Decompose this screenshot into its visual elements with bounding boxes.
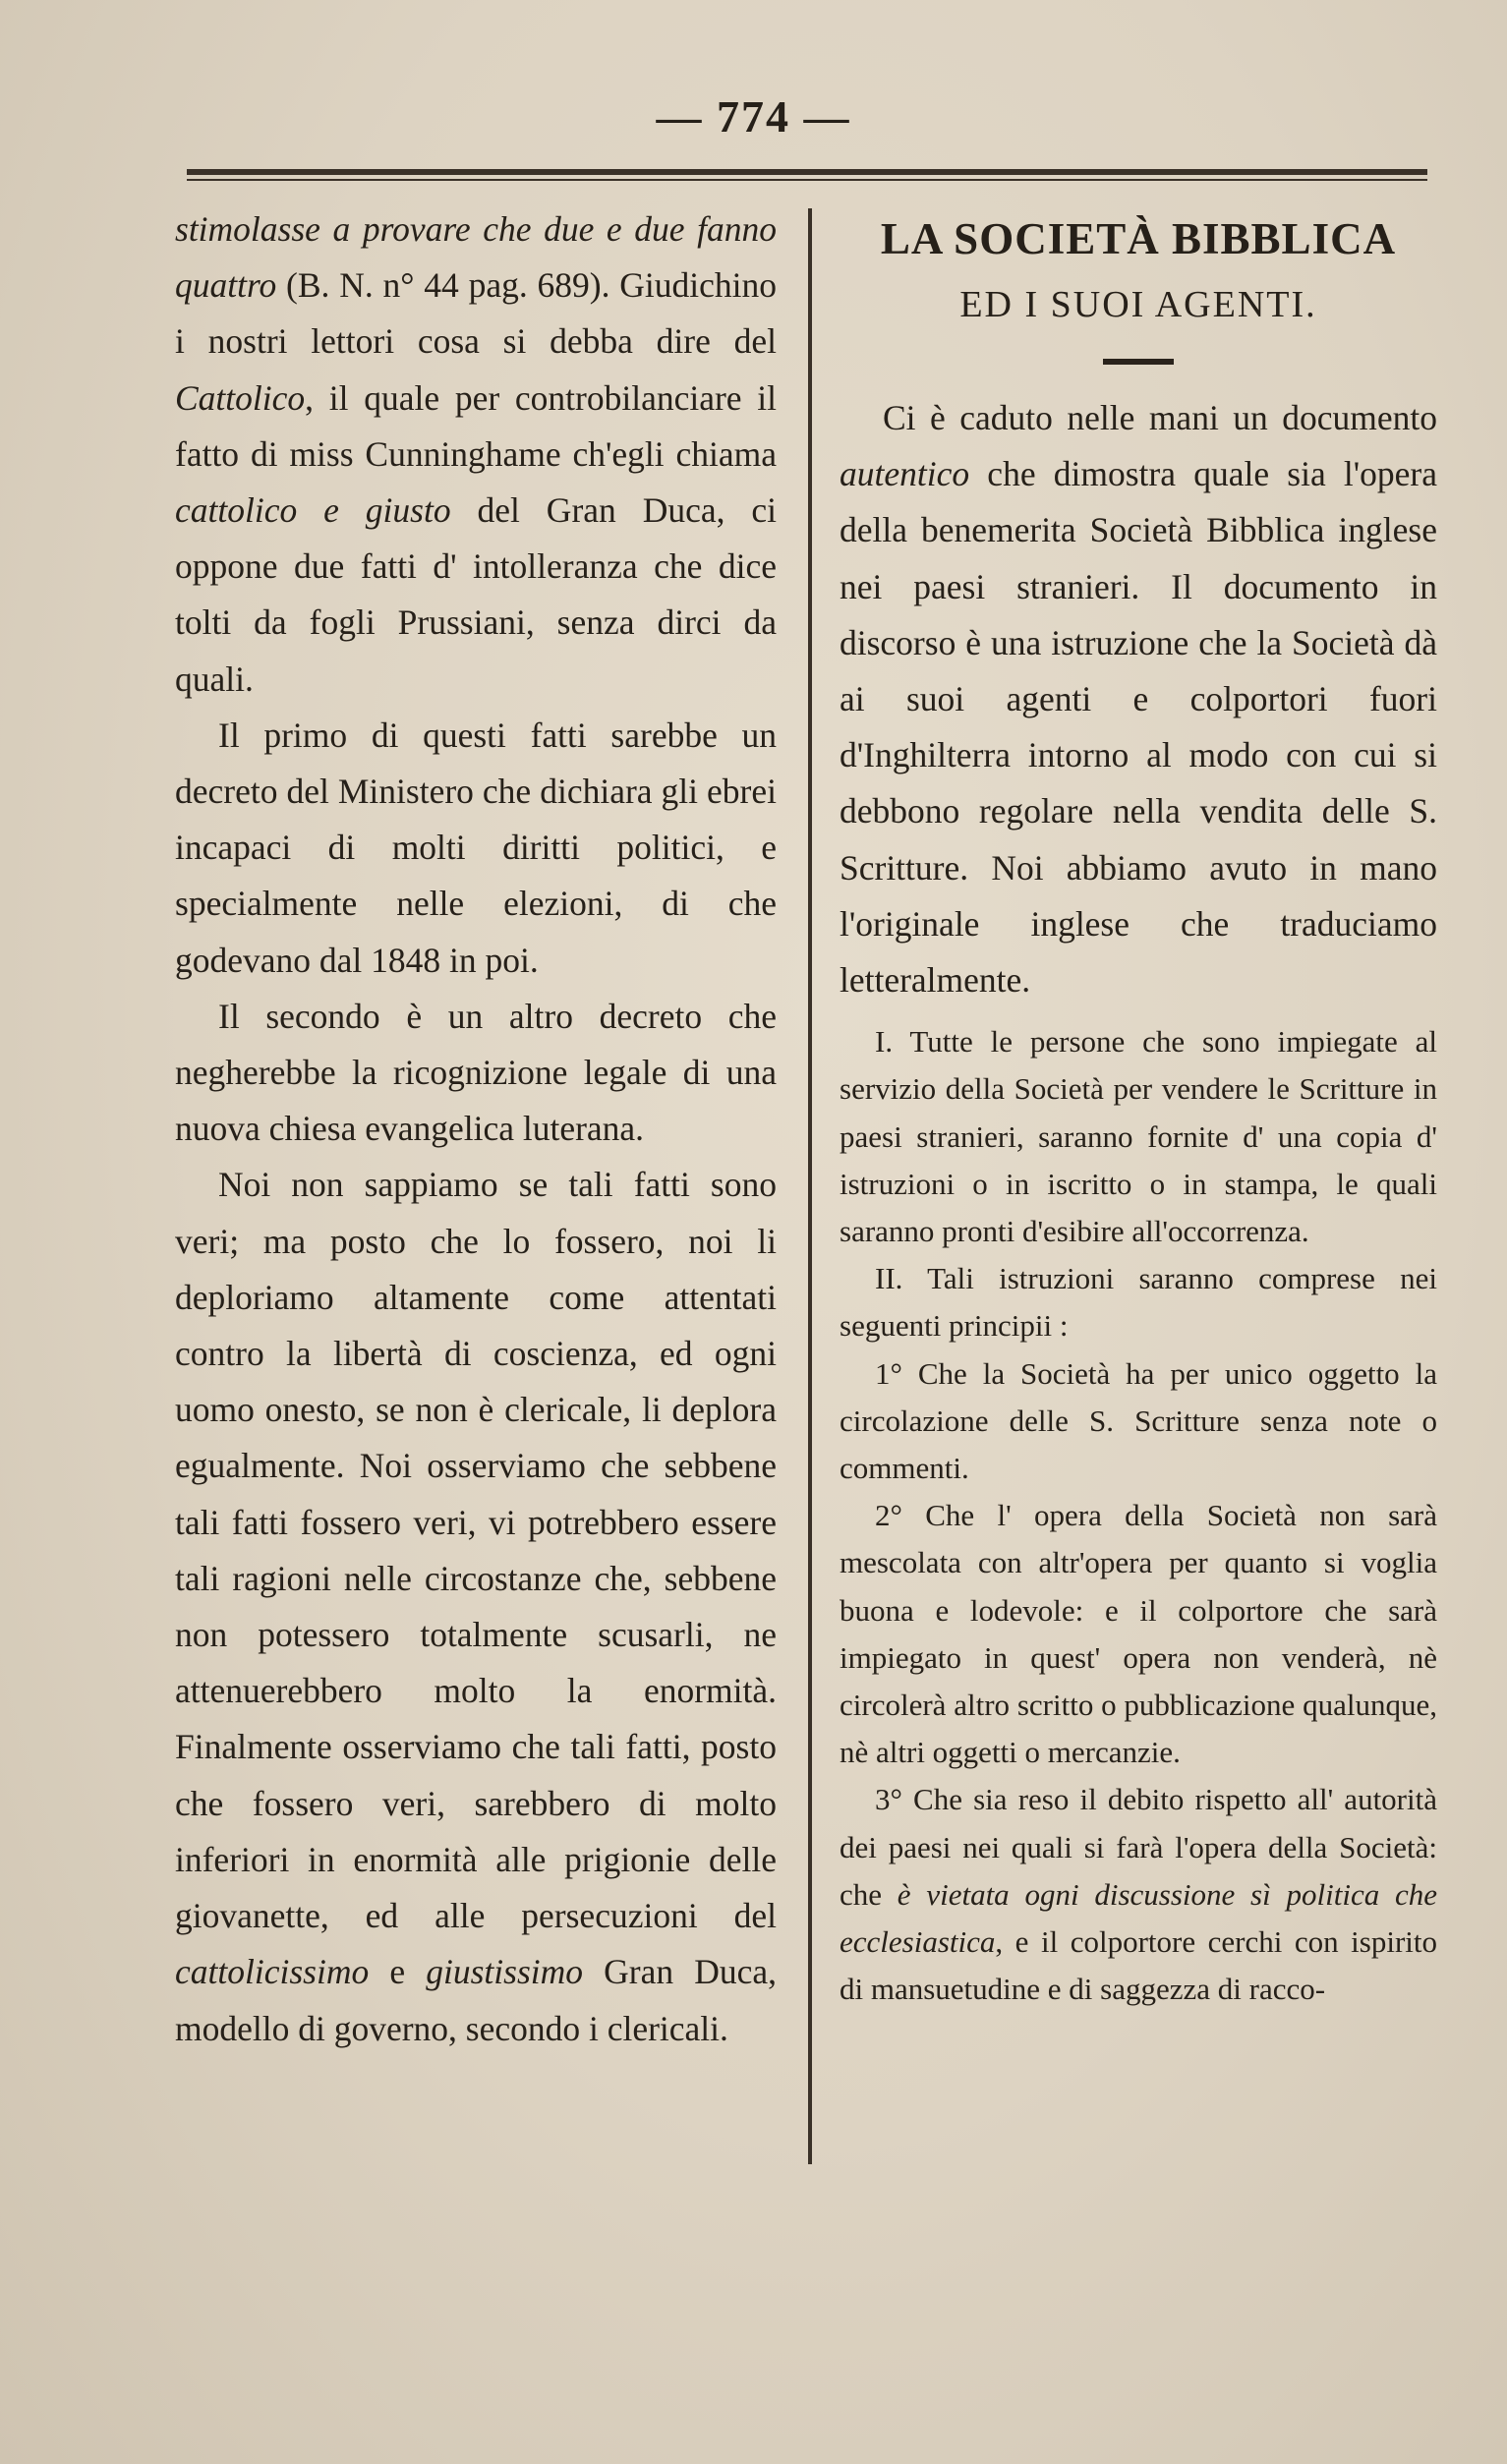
page-number: — 774 — <box>656 91 851 142</box>
article-title: LA SOCIETÀ BIBBLICA <box>880 214 1397 263</box>
italic-text: Cattolico <box>175 377 306 418</box>
text-run: 1° Che la Società ha per unico oggetto la circolazione delle S. Scritture senza note o commenti. <box>840 1355 1437 1486</box>
text-run: I. Tutte le persone che sono impiegate al servizio della Società per vendere le Scritture in paesi stranieri, saranno fornite d' una copia d' istruzioni o in iscritto o in stampa, le quali saranno pronti d'esibire all'occorrenza. <box>840 1024 1437 1249</box>
text-run: Il primo di questi fatti sarebbe un decreto del Ministero che dichiara gli ebrei incapaci di molti diritti politici, e specialmente nelle elezioni, di che godevano dal 1848 in poi. <box>175 715 777 980</box>
text-run: Ci è caduto nelle mani un documento <box>883 398 1437 437</box>
article-intro <box>840 390 1437 1008</box>
text-run: che dimostra quale sia l'opera della benemerita Società Bibblica inglese nei paesi stranieri. Il documento in discorso è una istruzione che la Società dà ai suoi agenti e colportori fuori d'Inghilterra intorno al modo con cui si debbono regolare nella vendita delle S. Scritture. Noi abbiamo avuto in mano l'originale inglese che traduciamo letteralmente. <box>840 454 1437 1001</box>
paragraph <box>175 989 777 1158</box>
paragraph <box>175 201 777 708</box>
left-column <box>175 201 777 2057</box>
title-rule <box>1103 359 1174 365</box>
text-run: , e il colportore cerchi con ispirito di mansuetudine e di saggezza di racco- <box>840 1924 1437 2007</box>
text-run: 2° Che l' opera della Società non sarà mescolata con altr'opera per quanto si voglia buona e lodevole: e il colportore che sarà impiegato in quest' opera non venderà, nè circolerà altro scritto o pubblicazione qualunque, nè altri oggetti o mercanzie. <box>840 1498 1437 1770</box>
text-run: del Gran Duca, ci oppone due fatti d' intolleranza che dice tolti da fogli Prussiani, senza dirci da quali. <box>175 490 778 699</box>
italic-text: è vietata ogni discussione sì politica che ecclesiastica <box>840 1876 1437 1960</box>
italic-text: cattolico e giusto <box>175 490 451 531</box>
paragraph <box>840 1255 1437 1349</box>
text-run: e <box>369 1952 427 1992</box>
text-run: Noi non sappiamo se tali fatti sono veri; ma posto che lo fossero, noi li deploriamo altamente come attentati contro la libertà di coscienza, ed ogni uomo onesto, se non è clericale, li deplora egualmente. Noi osserviamo che sebbene tali fatti fossero veri, vi potrebbero essere tali ragioni nelle circostanze che, sebbene non potessero totalmente scusarli, ne attenuerebbero molto la enormità. Finalmente osserviamo che tali fatti, posto che fossero veri, sarebbero di molto inferiori in enormità alle prigionie delle giovanette, ed alle persecuzioni del <box>175 1165 777 1936</box>
paragraph <box>840 390 1437 1008</box>
article-subtitle: ED I SUOI AGENTI. <box>959 284 1317 325</box>
paragraph <box>840 1350 1437 1493</box>
paragraph <box>840 1492 1437 1776</box>
text-run: Il secondo è un altro decreto che negherebbe la ricognizione legale di una nuova chiesa evangelica luterana. <box>175 996 777 1149</box>
paragraph <box>175 1157 777 2056</box>
text-run: Gran Duca, modello di governo, secondo i clericali. <box>175 1952 777 2048</box>
column-divider <box>808 208 812 2164</box>
paragraph <box>840 1018 1437 1255</box>
italic-text: giustissimo <box>426 1952 584 1992</box>
right-column <box>840 201 1437 2014</box>
text-run: (B. N. n° 44 pag. 689). Giudichino i nostri lettori cosa si debba dire del <box>175 265 777 362</box>
header-rule <box>187 169 1427 175</box>
text-run: II. Tali istruzioni saranno comprese nei seguenti principii : <box>840 1261 1437 1344</box>
text-run: 3° Che sia reso il debito rispetto all' autorità dei paesi nei quali si farà l'opera della Società: che <box>840 1782 1437 1912</box>
instructions-text <box>840 1018 1437 2013</box>
italic-text: cattolicissimo <box>175 1952 370 1992</box>
paragraph <box>175 708 777 989</box>
header-rule-thin <box>187 179 1427 181</box>
italic-text: autentico <box>840 454 970 494</box>
text-run: , il quale per controbilanciare il fatto di miss Cunninghame ch'egli chiama <box>175 377 777 474</box>
italic-text: stimolasse a provare che due e due fanno quattro <box>175 209 777 306</box>
paragraph <box>840 1776 1437 2013</box>
